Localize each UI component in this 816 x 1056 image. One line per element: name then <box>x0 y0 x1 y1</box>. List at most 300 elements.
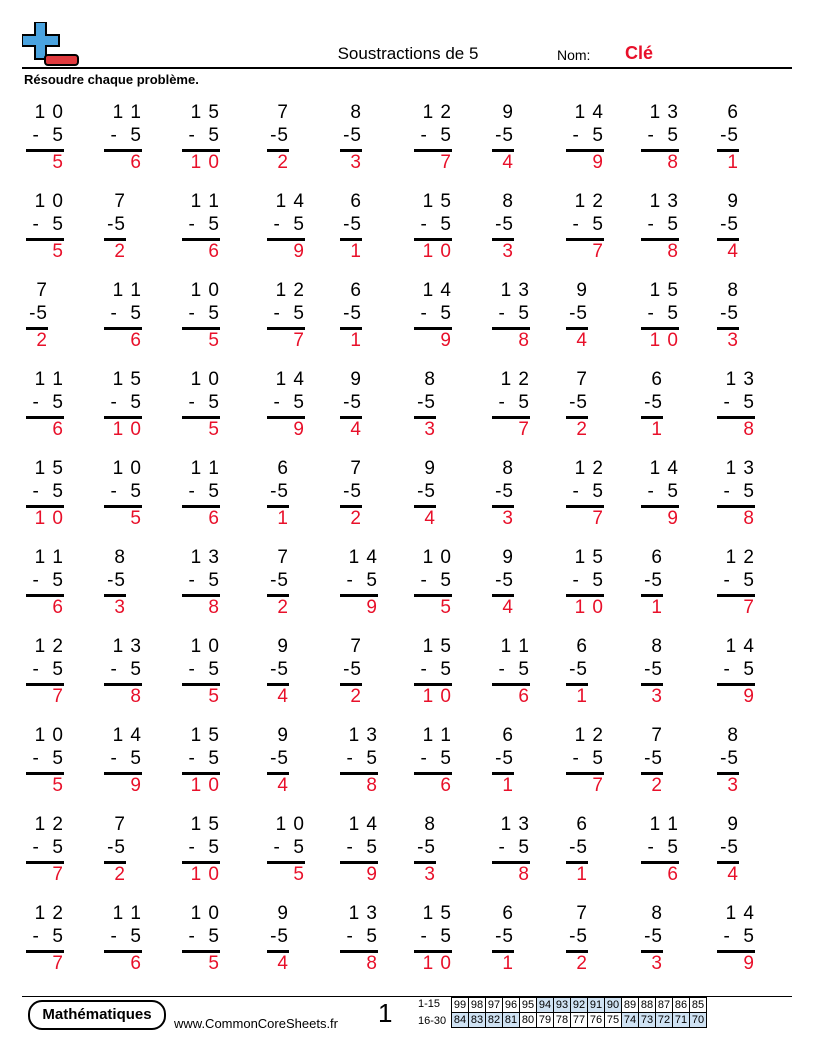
answer: 1 <box>651 597 663 618</box>
answer: 1 0 <box>649 330 679 351</box>
subtrahend: -5 <box>495 926 514 947</box>
subtrahend: - 5 <box>32 659 64 680</box>
answer: 5 <box>208 953 220 974</box>
answer: 1 0 <box>574 597 604 618</box>
minuend: 7 <box>277 102 289 123</box>
score-cell: 81 <box>503 1013 520 1028</box>
minuend: 8 <box>350 102 362 123</box>
subtrahend: -5 <box>343 659 362 680</box>
minuend: 6 <box>727 102 739 123</box>
minuend: 1 1 <box>500 636 530 657</box>
subtrahend: - 5 <box>572 214 604 235</box>
subtrahend: - 5 <box>110 748 142 769</box>
minuend: 1 2 <box>422 102 452 123</box>
answer: 2 <box>350 508 362 529</box>
answer: 6 <box>52 419 64 440</box>
minuend: 8 <box>502 191 514 212</box>
subtrahend: - 5 <box>420 926 452 947</box>
subtrahend: -5 <box>720 748 739 769</box>
score-cell: 74 <box>622 1013 639 1028</box>
score-cell: 73 <box>639 1013 656 1028</box>
subtrahend: - 5 <box>498 659 530 680</box>
answer: 8 <box>743 508 755 529</box>
answer: 1 <box>576 864 588 885</box>
minuend: 9 <box>502 547 514 568</box>
subtrahend: - 5 <box>32 570 64 591</box>
subtrahend: -5 <box>270 926 289 947</box>
minuend: 1 1 <box>649 814 679 835</box>
minuend: 8 <box>114 547 126 568</box>
subtrahend: - 5 <box>32 392 64 413</box>
answer: 8 <box>667 241 679 262</box>
minuend: 1 0 <box>422 547 452 568</box>
subtrahend: - 5 <box>32 481 64 502</box>
subtrahend: - 5 <box>420 303 452 324</box>
subtrahend: - 5 <box>188 125 220 146</box>
answer: 1 0 <box>112 419 142 440</box>
minuend: 1 0 <box>34 102 64 123</box>
subtrahend: - 5 <box>32 214 64 235</box>
minuend: 1 5 <box>190 725 220 746</box>
answer: 2 <box>114 241 126 262</box>
answer: 9 <box>743 953 755 974</box>
subtrahend: -5 <box>720 303 739 324</box>
minuend: 1 4 <box>348 547 378 568</box>
answer: 7 <box>592 775 604 796</box>
answer: 3 <box>651 686 663 707</box>
score-cell: 70 <box>690 1013 707 1028</box>
subtrahend: -5 <box>720 837 739 858</box>
answer: 1 0 <box>190 152 220 173</box>
answer: 6 <box>440 775 452 796</box>
subtrahend: -5 <box>417 837 436 858</box>
subtrahend: - 5 <box>188 303 220 324</box>
subtrahend: - 5 <box>723 392 755 413</box>
minuend: 1 2 <box>275 280 305 301</box>
score-cell: 86 <box>673 998 690 1013</box>
subtrahend: - 5 <box>273 837 305 858</box>
subtrahend: - 5 <box>188 837 220 858</box>
minuend: 1 3 <box>725 369 755 390</box>
minuend: 6 <box>350 191 362 212</box>
minuend: 1 4 <box>275 191 305 212</box>
answer: 1 0 <box>422 241 452 262</box>
subtrahend: - 5 <box>32 125 64 146</box>
answer: 9 <box>667 508 679 529</box>
subtrahend: - 5 <box>647 125 679 146</box>
subtrahend: - 5 <box>647 481 679 502</box>
subtrahend: - 5 <box>346 926 378 947</box>
score-cell: 72 <box>656 1013 673 1028</box>
subtrahend: - 5 <box>32 748 64 769</box>
answer: 1 <box>350 241 362 262</box>
minuend: 1 2 <box>574 458 604 479</box>
subtrahend: - 5 <box>273 214 305 235</box>
subtrahend: - 5 <box>188 659 220 680</box>
subtrahend: -5 <box>270 659 289 680</box>
minuend: 1 4 <box>725 903 755 924</box>
subtrahend: - 5 <box>498 303 530 324</box>
minuend: 8 <box>651 903 663 924</box>
score-cell: 71 <box>673 1013 690 1028</box>
minuend: 1 3 <box>500 280 530 301</box>
answer: 4 <box>350 419 362 440</box>
minuend: 7 <box>576 369 588 390</box>
answer: 2 <box>277 152 289 173</box>
answer: 1 <box>651 419 663 440</box>
minuend: 1 5 <box>422 903 452 924</box>
minuend: 1 4 <box>348 814 378 835</box>
answer: 1 <box>576 686 588 707</box>
subtrahend: -5 <box>569 659 588 680</box>
subtrahend: - 5 <box>110 303 142 324</box>
minuend: 6 <box>576 814 588 835</box>
minuend: 7 <box>576 903 588 924</box>
answer: 4 <box>424 508 436 529</box>
answer: 2 <box>36 330 48 351</box>
minuend: 7 <box>350 458 362 479</box>
minuend: 6 <box>651 547 663 568</box>
score-cell: 88 <box>639 998 656 1013</box>
minuend: 1 3 <box>190 547 220 568</box>
answer: 3 <box>502 508 514 529</box>
answer: 6 <box>52 597 64 618</box>
subtrahend: -5 <box>569 926 588 947</box>
subtrahend: - 5 <box>647 214 679 235</box>
answer: 3 <box>651 953 663 974</box>
answer: 6 <box>208 508 220 529</box>
answer: 3 <box>502 241 514 262</box>
minuend: 9 <box>727 814 739 835</box>
minuend: 1 2 <box>34 903 64 924</box>
score-cell: 83 <box>469 1013 486 1028</box>
minuend: 1 1 <box>34 547 64 568</box>
subtrahend: - 5 <box>420 570 452 591</box>
score-cell: 91 <box>588 998 605 1013</box>
minuend: 1 0 <box>190 636 220 657</box>
answer: 4 <box>277 775 289 796</box>
answer: 2 <box>350 686 362 707</box>
subtrahend: -5 <box>343 125 362 146</box>
score-cell: 93 <box>554 998 571 1013</box>
subtrahend: - 5 <box>420 659 452 680</box>
subtrahend: - 5 <box>188 748 220 769</box>
answer: 4 <box>727 864 739 885</box>
minuend: 9 <box>502 102 514 123</box>
minuend: 7 <box>350 636 362 657</box>
answer: 5 <box>52 775 64 796</box>
subtrahend: - 5 <box>346 837 378 858</box>
answer: 8 <box>743 419 755 440</box>
subtrahend: - 5 <box>188 214 220 235</box>
minuend: 1 2 <box>34 636 64 657</box>
minuend: 1 0 <box>275 814 305 835</box>
minuend: 1 3 <box>348 903 378 924</box>
header-divider <box>22 67 792 69</box>
minuend: 7 <box>36 280 48 301</box>
score-cell: 84 <box>452 1013 469 1028</box>
minuend: 1 5 <box>34 458 64 479</box>
minuend: 1 0 <box>34 725 64 746</box>
score-cell: 77 <box>571 1013 588 1028</box>
answer: 8 <box>366 953 378 974</box>
answer: 9 <box>293 241 305 262</box>
answer: 1 0 <box>34 508 64 529</box>
subtrahend: - 5 <box>723 570 755 591</box>
minuend: 1 0 <box>190 903 220 924</box>
subtrahend: - 5 <box>110 659 142 680</box>
answer: 4 <box>277 686 289 707</box>
answer: 9 <box>440 330 452 351</box>
subtrahend: - 5 <box>110 481 142 502</box>
answer: 9 <box>366 597 378 618</box>
answer: 7 <box>518 419 530 440</box>
subtrahend: -5 <box>343 303 362 324</box>
minuend: 1 5 <box>190 814 220 835</box>
answer: 1 0 <box>422 953 452 974</box>
minuend: 1 5 <box>190 102 220 123</box>
score-cell: 80 <box>520 1013 537 1028</box>
minuend: 1 1 <box>112 280 142 301</box>
score-cell: 90 <box>605 998 622 1013</box>
subtrahend: - 5 <box>32 926 64 947</box>
score-cell: 96 <box>503 998 520 1013</box>
answer: 5 <box>208 686 220 707</box>
answer: 2 <box>277 597 289 618</box>
score-cell: 85 <box>690 998 707 1013</box>
minuend: 1 4 <box>275 369 305 390</box>
answer: 2 <box>576 953 588 974</box>
minuend: 1 0 <box>190 280 220 301</box>
answer: 4 <box>727 241 739 262</box>
answer: 3 <box>114 597 126 618</box>
subtrahend: - 5 <box>188 481 220 502</box>
subtrahend: - 5 <box>572 481 604 502</box>
answer: 4 <box>502 152 514 173</box>
answer: 5 <box>440 597 452 618</box>
subtrahend: - 5 <box>188 926 220 947</box>
minuend: 8 <box>651 636 663 657</box>
subtrahend: -5 <box>270 748 289 769</box>
answer: 5 <box>52 241 64 262</box>
subtrahend: -5 <box>270 481 289 502</box>
subtrahend: -5 <box>270 570 289 591</box>
subtrahend: - 5 <box>188 570 220 591</box>
subtrahend: - 5 <box>346 570 378 591</box>
subtrahend: - 5 <box>498 837 530 858</box>
score-cell: 89 <box>622 998 639 1013</box>
minuend: 1 5 <box>422 636 452 657</box>
minuend: 1 0 <box>190 369 220 390</box>
minuend: 7 <box>277 547 289 568</box>
answer: 1 0 <box>422 686 452 707</box>
answer: 6 <box>518 686 530 707</box>
subtrahend: - 5 <box>572 125 604 146</box>
subtrahend: - 5 <box>647 837 679 858</box>
answer: 1 0 <box>190 775 220 796</box>
answer: 3 <box>727 775 739 796</box>
minuend: 1 1 <box>190 458 220 479</box>
answer: 5 <box>52 152 64 173</box>
subtrahend: - 5 <box>420 125 452 146</box>
subtrahend: -5 <box>644 570 663 591</box>
subtrahend: -5 <box>644 748 663 769</box>
minuend: 1 1 <box>190 191 220 212</box>
subtrahend: -5 <box>569 837 588 858</box>
subtrahend: -5 <box>569 303 588 324</box>
minuend: 1 3 <box>348 725 378 746</box>
minuend: 6 <box>277 458 289 479</box>
subtrahend: - 5 <box>32 837 64 858</box>
score-cell: 99 <box>452 998 469 1013</box>
subtrahend: - 5 <box>273 303 305 324</box>
answer: 8 <box>208 597 220 618</box>
answer: 3 <box>424 864 436 885</box>
minuend: 1 3 <box>725 458 755 479</box>
instructions: Résoudre chaque problème. <box>24 72 199 87</box>
answer: 1 <box>502 775 514 796</box>
minuend: 6 <box>350 280 362 301</box>
subtrahend: -5 <box>495 570 514 591</box>
minuend: 1 3 <box>649 102 679 123</box>
minuend: 6 <box>502 725 514 746</box>
answer: 7 <box>743 597 755 618</box>
minuend: 1 1 <box>422 725 452 746</box>
minuend: 8 <box>727 280 739 301</box>
score-row-label: 16-30 <box>418 1015 447 1027</box>
score-cell: 92 <box>571 998 588 1013</box>
answer: 1 <box>277 508 289 529</box>
minuend: 6 <box>502 903 514 924</box>
minuend: 9 <box>350 369 362 390</box>
subtrahend: -5 <box>495 748 514 769</box>
answer: 4 <box>277 953 289 974</box>
answer: 5 <box>130 508 142 529</box>
score-cell: 87 <box>656 998 673 1013</box>
subject-badge: Mathématiques <box>28 1000 166 1030</box>
subtrahend: -5 <box>343 481 362 502</box>
subtrahend: -5 <box>720 214 739 235</box>
minuend: 9 <box>576 280 588 301</box>
answer: 3 <box>350 152 362 173</box>
minuend: 1 5 <box>112 369 142 390</box>
score-cell: 98 <box>469 998 486 1013</box>
subtrahend: - 5 <box>420 748 452 769</box>
name-value: Clé <box>625 43 654 63</box>
subtrahend: -5 <box>644 659 663 680</box>
minuend: 1 2 <box>500 369 530 390</box>
score-table <box>451 997 707 1028</box>
answer: 4 <box>502 597 514 618</box>
minuend: 1 2 <box>725 547 755 568</box>
subtrahend: -5 <box>107 214 126 235</box>
page-number: 1 <box>378 998 393 1028</box>
answer: 7 <box>52 953 64 974</box>
score-cell: 78 <box>554 1013 571 1028</box>
minuend: 8 <box>424 814 436 835</box>
subtrahend: -5 <box>107 570 126 591</box>
answer: 7 <box>52 864 64 885</box>
answer: 8 <box>130 686 142 707</box>
answer: 3 <box>727 330 739 351</box>
minuend: 1 5 <box>574 547 604 568</box>
answer: 1 0 <box>190 864 220 885</box>
score-cell: 95 <box>520 998 537 1013</box>
subtrahend: - 5 <box>110 125 142 146</box>
score-row-label: 1-15 <box>418 998 441 1010</box>
subtrahend: - 5 <box>723 926 755 947</box>
minuend: 6 <box>576 636 588 657</box>
answer: 9 <box>130 775 142 796</box>
minuend: 6 <box>651 369 663 390</box>
minuend: 1 4 <box>649 458 679 479</box>
subtrahend: -5 <box>270 125 289 146</box>
answer: 8 <box>667 152 679 173</box>
minuend: 1 2 <box>34 814 64 835</box>
minuend: 9 <box>277 725 289 746</box>
minuend: 1 3 <box>112 636 142 657</box>
answer: 6 <box>130 953 142 974</box>
subtrahend: - 5 <box>188 392 220 413</box>
score-cell: 79 <box>537 1013 554 1028</box>
answer: 9 <box>293 419 305 440</box>
subtrahend: -5 <box>495 481 514 502</box>
minuend: 8 <box>727 725 739 746</box>
answer: 2 <box>576 419 588 440</box>
subtrahend: - 5 <box>273 392 305 413</box>
answer: 1 <box>502 953 514 974</box>
answer: 1 <box>727 152 739 173</box>
minuend: 1 1 <box>34 369 64 390</box>
answer: 6 <box>667 864 679 885</box>
answer: 9 <box>366 864 378 885</box>
minuend: 1 3 <box>500 814 530 835</box>
answer: 8 <box>366 775 378 796</box>
minuend: 9 <box>277 903 289 924</box>
minuend: 1 4 <box>574 102 604 123</box>
subtrahend: -5 <box>495 125 514 146</box>
answer: 2 <box>651 775 663 796</box>
minuend: 8 <box>502 458 514 479</box>
website-url: www.CommonCoreSheets.fr <box>174 1016 338 1031</box>
answer: 5 <box>208 330 220 351</box>
minuend: 1 5 <box>422 191 452 212</box>
minuend: 1 4 <box>112 725 142 746</box>
subtrahend: - 5 <box>110 392 142 413</box>
answer: 5 <box>293 864 305 885</box>
score-cell: 75 <box>605 1013 622 1028</box>
answer: 1 <box>350 330 362 351</box>
subtrahend: - 5 <box>723 481 755 502</box>
answer: 6 <box>130 330 142 351</box>
minuend: 7 <box>114 814 126 835</box>
answer: 8 <box>518 330 530 351</box>
answer: 7 <box>52 686 64 707</box>
answer: 9 <box>743 686 755 707</box>
minuend: 1 4 <box>725 636 755 657</box>
minuend: 1 0 <box>34 191 64 212</box>
subtrahend: -5 <box>417 392 436 413</box>
subtrahend: - 5 <box>572 748 604 769</box>
minuend: 7 <box>114 191 126 212</box>
subtrahend: - 5 <box>110 926 142 947</box>
minuend: 9 <box>424 458 436 479</box>
subtrahend: - 5 <box>346 748 378 769</box>
subtrahend: -5 <box>107 837 126 858</box>
answer: 9 <box>592 152 604 173</box>
answer: 6 <box>130 152 142 173</box>
minuend: 7 <box>651 725 663 746</box>
